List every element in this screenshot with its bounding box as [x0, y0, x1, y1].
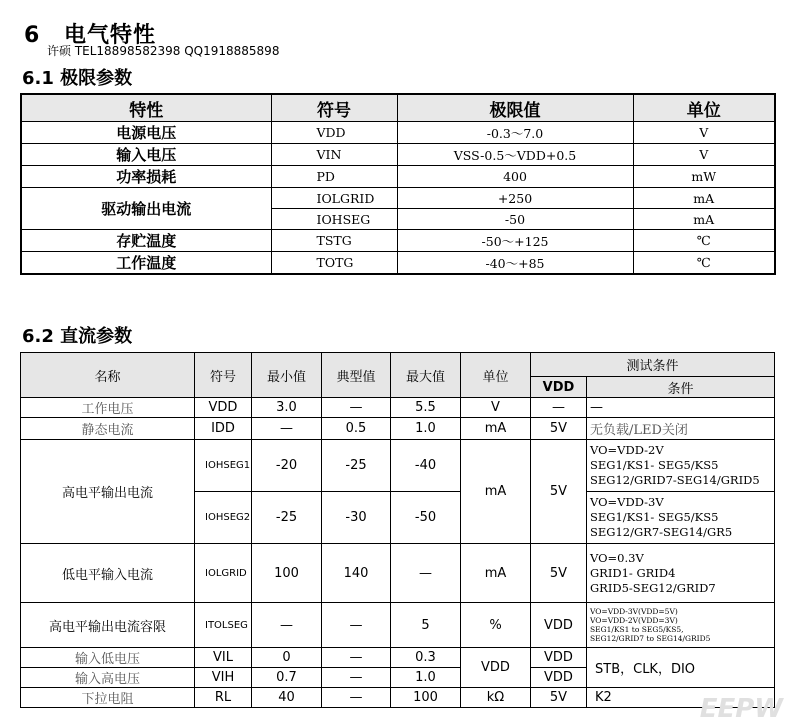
- param-vdd: 5V: [531, 688, 587, 708]
- param-vdd: VDD: [531, 668, 587, 688]
- param-unit: %: [461, 603, 531, 648]
- table-row: [21, 252, 775, 275]
- table-row: [21, 603, 775, 648]
- param-name: 高电平输出电流: [21, 440, 195, 544]
- param-typ: —: [322, 648, 391, 668]
- param-typ: —: [322, 603, 391, 648]
- param-min: -25: [252, 492, 322, 544]
- param-typ: -25: [322, 440, 391, 492]
- param-vdd: VDD: [531, 648, 587, 668]
- param-min: 3.0: [252, 398, 322, 418]
- absolute-max-table: [20, 93, 776, 275]
- param-value: -40～+85: [397, 252, 633, 275]
- param-value: 400: [397, 166, 633, 188]
- param-condition: [587, 440, 775, 492]
- param-condition: STB，CLK，DIO: [587, 648, 775, 688]
- param-min: —: [252, 603, 322, 648]
- param-min: 0.7: [252, 668, 322, 688]
- param-unit: V: [461, 398, 531, 418]
- param-name: 工作温度: [21, 252, 271, 275]
- param-unit: V: [633, 144, 775, 166]
- col-header: 单位: [633, 94, 775, 122]
- param-vdd: 5V: [531, 418, 587, 440]
- param-condition: 无负载/LED关闭: [587, 418, 775, 440]
- table-row: [21, 688, 775, 708]
- condition-line: VO=VDD-3V(VDD=5V): [590, 607, 678, 616]
- param-name: 工作电压: [21, 398, 195, 418]
- table-row: [21, 418, 775, 440]
- param-typ: -30: [322, 492, 391, 544]
- section-6-2-heading: 6.2 直流参数: [22, 326, 133, 347]
- condition-line: SEG12/GRID7-SEG14/GRID5: [590, 473, 760, 487]
- condition-line: SEG1/KS1- SEG5/KS5: [590, 510, 719, 524]
- param-unit: mA: [461, 440, 531, 544]
- param-symbol: RL: [195, 688, 252, 708]
- param-vdd: —: [531, 398, 587, 418]
- param-value: -0.3～7.0: [397, 122, 633, 144]
- param-unit: ℃: [633, 230, 775, 252]
- table-row: [21, 166, 775, 188]
- param-name: 输入电压: [21, 144, 271, 166]
- param-min: -20: [252, 440, 322, 492]
- param-max: 1.0: [391, 668, 461, 688]
- param-max: 100: [391, 688, 461, 708]
- param-condition: [587, 492, 775, 544]
- param-vdd: 5V: [531, 544, 587, 603]
- col-header-unit: 单位: [461, 353, 531, 398]
- param-symbol: VIL: [195, 648, 252, 668]
- param-symbol: VDD: [271, 122, 397, 144]
- param-condition: [587, 544, 775, 603]
- param-typ: —: [322, 668, 391, 688]
- col-header-max: 最大值: [391, 353, 461, 398]
- condition-line: SEG12/GR7-SEG14/GR5: [590, 525, 733, 539]
- condition-line: SEG1/KS1- SEG5/KS5: [590, 458, 719, 472]
- condition-line: VO=VDD-2V(VDD=3V): [590, 616, 678, 625]
- param-name: 静态电流: [21, 418, 195, 440]
- contact-line: 许硕 TEL18898582398 QQ1918885898: [47, 44, 280, 58]
- table-row: [21, 122, 775, 144]
- col-header: 符号: [271, 94, 397, 122]
- table-row: [21, 144, 775, 166]
- table-row: [21, 188, 775, 209]
- param-name: 存贮温度: [21, 230, 271, 252]
- param-symbol: VIN: [271, 144, 397, 166]
- param-name: 功率损耗: [21, 166, 271, 188]
- table-header-row: [21, 94, 775, 122]
- condition-line: SEG1/KS1 to SEG5/KS5,: [590, 625, 684, 634]
- param-typ: 140: [322, 544, 391, 603]
- section-title: 电气特性: [64, 23, 157, 48]
- param-min: 0: [252, 648, 322, 668]
- param-max: -50: [391, 492, 461, 544]
- param-unit: mA: [633, 209, 775, 230]
- col-header-typ: 典型值: [322, 353, 391, 398]
- param-unit: V: [633, 122, 775, 144]
- param-typ: 0.5: [322, 418, 391, 440]
- param-name: 输入低电压: [21, 648, 195, 668]
- table-header-row: [21, 353, 775, 377]
- param-symbol: IOLGRID: [271, 188, 397, 209]
- param-value: +250: [397, 188, 633, 209]
- condition-line: SEG12/GRID7 to SEG14/GRID5: [590, 634, 711, 643]
- param-unit: mW: [633, 166, 775, 188]
- param-condition: [587, 603, 775, 648]
- param-value: -50～+125: [397, 230, 633, 252]
- param-unit: kΩ: [461, 688, 531, 708]
- param-value: VSS-0.5～VDD+0.5: [397, 144, 633, 166]
- param-symbol: IDD: [195, 418, 252, 440]
- param-min: —: [252, 418, 322, 440]
- param-typ: —: [322, 398, 391, 418]
- param-min: 100: [252, 544, 322, 603]
- col-header-name: 名称: [21, 353, 195, 398]
- param-unit: mA: [633, 188, 775, 209]
- condition-line: GRID5-SEG12/GRID7: [590, 580, 716, 595]
- param-vdd: VDD: [531, 603, 587, 648]
- param-symbol: TSTG: [271, 230, 397, 252]
- condition-line: VO=0.3V: [590, 550, 644, 565]
- param-min: 40: [252, 688, 322, 708]
- param-condition: K2: [587, 688, 775, 708]
- param-unit: VDD: [461, 648, 531, 688]
- dc-parameters-table: [20, 352, 775, 708]
- table-row: [21, 544, 775, 603]
- param-unit: ℃: [633, 252, 775, 275]
- table-row: [21, 398, 775, 418]
- col-header: 极限值: [397, 94, 633, 122]
- param-unit: mA: [461, 418, 531, 440]
- param-symbol: IOHSEG1: [195, 440, 252, 492]
- param-max: 0.3: [391, 648, 461, 668]
- param-name: 低电平输入电流: [21, 544, 195, 603]
- param-symbol: TOTG: [271, 252, 397, 275]
- param-name: 高电平输出电流容限: [21, 603, 195, 648]
- param-typ: —: [322, 688, 391, 708]
- param-name: 驱动输出电流: [21, 188, 271, 230]
- param-symbol: PD: [271, 166, 397, 188]
- param-symbol: IOLGRID: [195, 544, 252, 603]
- param-symbol: IOHSEG: [271, 209, 397, 230]
- param-vdd: 5V: [531, 440, 587, 544]
- param-condition: —: [587, 398, 775, 418]
- condition-line: VO=VDD-3V: [590, 495, 664, 509]
- param-name: 电源电压: [21, 122, 271, 144]
- param-max: 1.0: [391, 418, 461, 440]
- col-header-min: 最小值: [252, 353, 322, 398]
- param-max: —: [391, 544, 461, 603]
- col-header-test-conditions: 测试条件: [531, 353, 775, 377]
- param-symbol: ITOLSEG: [195, 603, 252, 648]
- section-6-1-heading: 6.1 极限参数: [22, 68, 133, 89]
- param-max: -40: [391, 440, 461, 492]
- condition-line: VO=VDD-2V: [590, 443, 664, 457]
- table-row: [21, 648, 775, 668]
- col-header-vdd: VDD: [531, 377, 587, 398]
- watermark-logo: EEPW: [699, 694, 783, 724]
- col-header-symbol: 符号: [195, 353, 252, 398]
- table-row: [21, 440, 775, 492]
- param-max: 5: [391, 603, 461, 648]
- param-symbol: IOHSEG2: [195, 492, 252, 544]
- col-header: 特性: [21, 94, 271, 122]
- condition-line: GRID1- GRID4: [590, 565, 676, 580]
- param-symbol: VDD: [195, 398, 252, 418]
- param-name: 输入高电压: [21, 668, 195, 688]
- param-name: 下拉电阻: [21, 688, 195, 708]
- param-symbol: VIH: [195, 668, 252, 688]
- param-max: 5.5: [391, 398, 461, 418]
- col-header-condition: 条件: [587, 377, 775, 398]
- param-value: -50: [397, 209, 633, 230]
- param-unit: mA: [461, 544, 531, 603]
- table-row: [21, 230, 775, 252]
- section-number: 6: [24, 23, 41, 48]
